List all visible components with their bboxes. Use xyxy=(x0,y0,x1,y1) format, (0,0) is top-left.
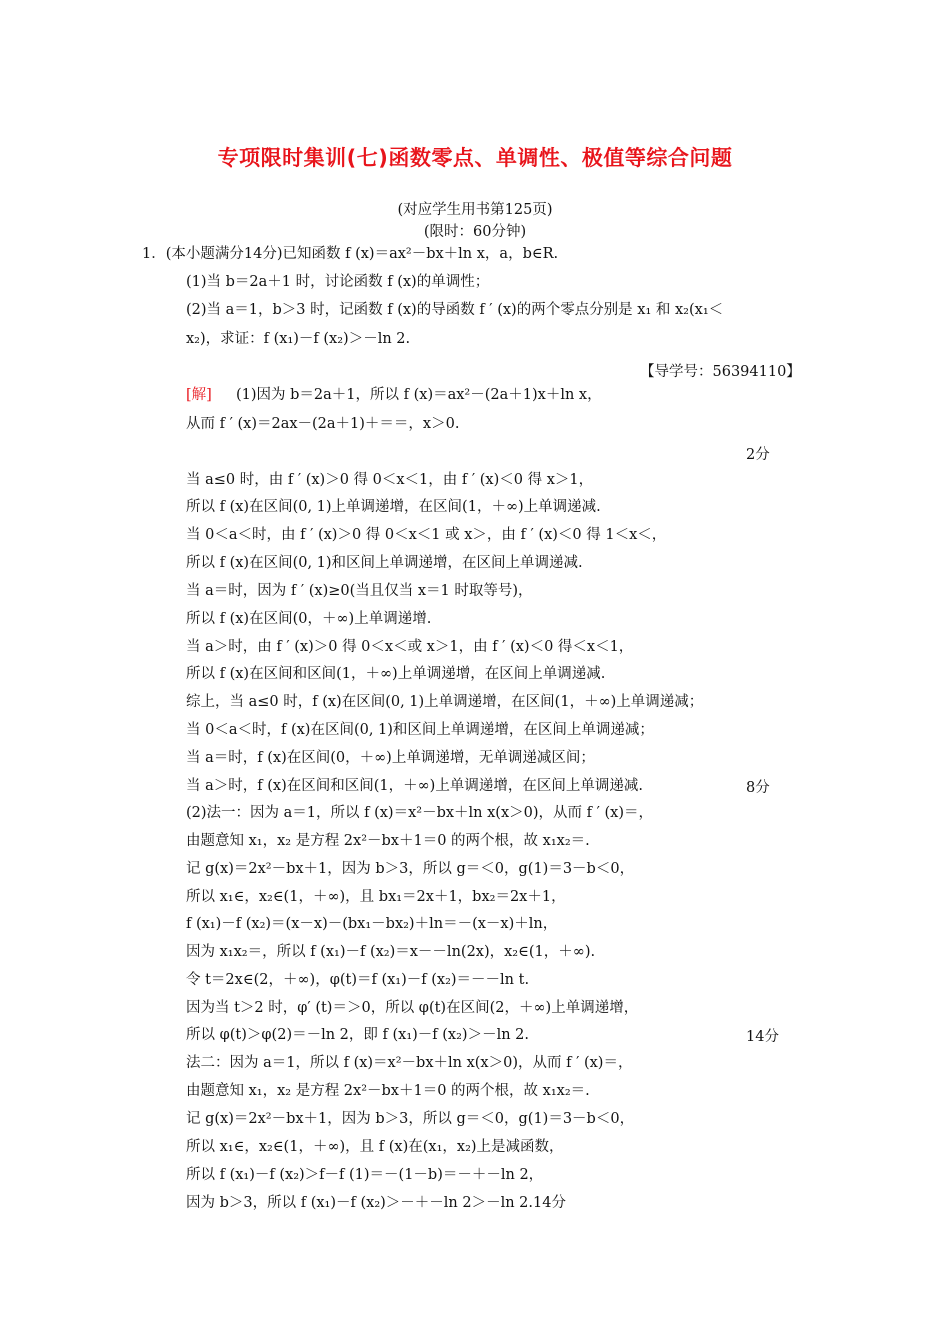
solution-line: 所以 f (x)在区间(0, 1)上单调递增，在区间(1，＋∞)上单调递减. xyxy=(186,499,601,515)
time-limit-note: (限时：60分钟) xyxy=(423,224,527,240)
solution-line: 令 t＝2x∈(2，＋∞)，φ(t)＝f (x₁)－f (x₂)＝－－ln t. xyxy=(186,972,530,988)
solution-line: 由题意知 x₁，x₂ 是方程 2x²－bx＋1＝0 的两个根，故 x₁x₂＝. xyxy=(186,1083,590,1099)
solution-line: 记 g(x)＝2x²－bx＋1，因为 b＞3，所以 g＝＜0，g(1)＝3－b＜0， xyxy=(186,861,635,877)
solution-line: 因为 x₁x₂＝，所以 f (x₁)－f (x₂)＝x－－ln(2x)，x₂∈(1，＋∞). xyxy=(186,944,596,960)
problem-part-2: (2)当 a＝1，b＞3 时，记函数 f (x)的导函数 f ′ (x)的两个零点分别是 x₁ 和 x₂(x₁＜ xyxy=(186,302,724,318)
score-mark: 8分 xyxy=(746,780,770,796)
solution-line: 所以 f (x)在区间(0，＋∞)上单调递增. xyxy=(186,611,432,627)
source-note: (对应学生用书第125页) xyxy=(397,202,553,218)
solution-line: 所以 φ(t)＞φ(2)＝－ln 2，即 f (x₁)－f (x₂)＞－ln 2. xyxy=(186,1027,529,1043)
solution-line: 综上，当 a≤0 时，f (x)在区间(0, 1)上单调递增，在区间(1，＋∞)上单调递减； xyxy=(186,694,704,710)
solution-line: 所以 x₁∈，x₂∈(1，＋∞)，且 f (x)在(x₁，x₂)上是减函数， xyxy=(186,1139,564,1155)
solution-line: 所以 f (x)在区间(0, 1)和区间上单调递增，在区间上单调递减. xyxy=(186,555,583,571)
guide-number: 【导学号：56394110】 xyxy=(640,364,801,380)
problem-part-2-cont: x₂)，求证：f (x₁)－f (x₂)＞－ln 2. xyxy=(186,331,411,347)
score-mark: 14分 xyxy=(746,1029,779,1045)
solution-line: 法二：因为 a＝1，所以 f (x)＝x²－bx＋ln x(x＞0)，从而 f ′ (x)＝， xyxy=(186,1055,633,1071)
solution-line: 记 g(x)＝2x²－bx＋1，因为 b＞3，所以 g＝＜0，g(1)＝3－b＜0， xyxy=(186,1111,635,1127)
solution-line: 当 a＞时，由 f ′ (x)＞0 得 0＜x＜或 x＞1，由 f ′ (x)＜0 得＜x＜1， xyxy=(186,639,634,655)
score-mark: 2分 xyxy=(746,447,770,463)
solution-line: 因为 b＞3，所以 f (x₁)－f (x₂)＞－＋－ln 2＞－ln 2.14分 xyxy=(186,1195,566,1211)
problem-statement: 1．(本小题满分14分)已知函数 f (x)＝ax²－bx＋ln x，a，b∈R. xyxy=(142,246,559,262)
solution-line: 所以 x₁∈，x₂∈(1，＋∞)，且 bx₁＝2x＋1，bx₂＝2x＋1， xyxy=(186,889,566,905)
solution-line: 因为当 t＞2 时，φ′ (t)＝＞0，所以 φ(t)在区间(2，＋∞)上单调递增， xyxy=(186,1000,639,1016)
page-title: 专项限时集训(七)函数零点、单调性、极值等综合问题 xyxy=(217,146,733,170)
solution-line: 由题意知 x₁，x₂ 是方程 2x²－bx＋1＝0 的两个根，故 x₁x₂＝. xyxy=(186,833,590,849)
solution-line: (2)法一：因为 a＝1，所以 f (x)＝x²－bx＋ln x(x＞0)，从而 f ′ (x)＝， xyxy=(186,805,654,821)
solution-line: 当 a＝时，f (x)在区间(0，＋∞)上单调递增，无单调递减区间； xyxy=(186,750,595,766)
solution-line: 所以 f (x₁)－f (x₂)＞f－f (1)＝－(1－b)＝－＋－ln 2， xyxy=(186,1167,544,1183)
solution-line: 从而 f ′ (x)＝2ax－(2a＋1)＋＝＝，x＞0. xyxy=(186,416,460,432)
problem-part-1: (1)当 b＝2a＋1 时，讨论函数 f (x)的单调性； xyxy=(186,274,490,290)
solution-line: (1)因为 b＝2a＋1，所以 f (x)＝ax²－(2a＋1)x＋ln x， xyxy=(236,387,602,403)
solution-line: 当 a≤0 时，由 f ′ (x)＞0 得 0＜x＜1，由 f ′ (x)＜0 得 x＞1， xyxy=(186,472,594,488)
solution-line: 当 a＞时，f (x)在区间和区间(1，＋∞)上单调递增，在区间上单调递减. xyxy=(186,778,643,794)
solution-label: [解] xyxy=(186,387,212,403)
solution-line: 当 0＜a＜时，由 f ′ (x)＞0 得 0＜x＜1 或 x＞，由 f ′ (x)＜0 得 1＜x＜， xyxy=(186,527,667,543)
solution-line: 所以 f (x)在区间和区间(1，＋∞)上单调递增，在区间上单调递减. xyxy=(186,666,606,682)
solution-line: f (x₁)－f (x₂)＝(x－x)－(bx₁－bx₂)＋ln＝－(x－x)＋ln， xyxy=(186,916,558,932)
solution-line: 当 a＝时，因为 f ′ (x)≥0(当且仅当 x＝1 时取等号)， xyxy=(186,583,533,599)
solution-line: 当 0＜a＜时，f (x)在区间(0, 1)和区间上单调递增，在区间上单调递减； xyxy=(186,722,654,738)
